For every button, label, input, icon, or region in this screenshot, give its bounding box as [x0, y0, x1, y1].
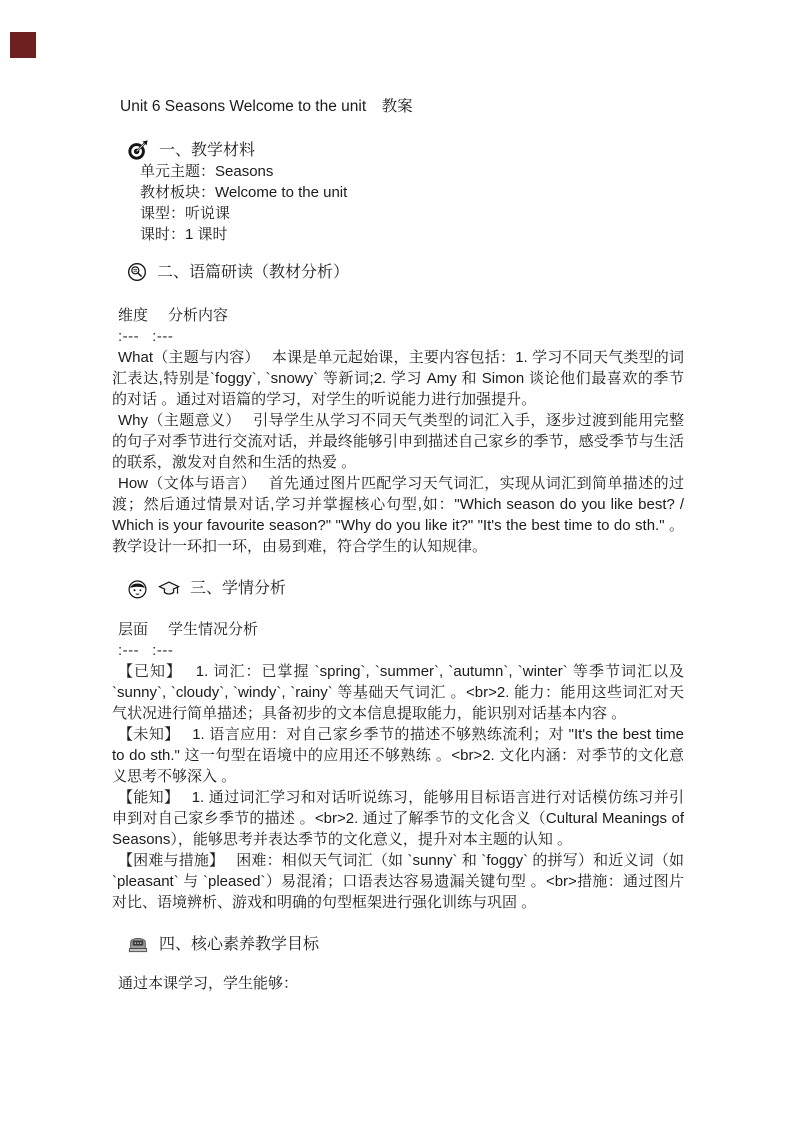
separator-cell: :---	[152, 328, 174, 345]
what-paragraph: What（主题与内容） 本课是单元起始课，主要内容包括：1. 学习不同天气类型的词汇表达,特别是`foggy`, `snowy` 等新词;2. 学习 Amy 和 Simon 谈论他们最喜欢的季节 的对话 。通过对语篇的学习，对学生的听说能力进行加强提升。	[112, 349, 684, 408]
section-heading-label: 一、教学材料	[159, 141, 256, 159]
attainable-paragraph: 【能知】 1. 通过词汇学习和对话听说练习，能够用目标语言进行对话模仿练习并引申到对自己家乡季节的描述 。<br>2. 通过了解季节的文化含义（Cultural Meanings of Seasons），能够思考并表达季节的文化意义，提升对本主题的认知 。	[112, 789, 684, 848]
separator-cell: :---	[118, 328, 140, 345]
why-paragraph: Why（主题意义） 引导学生从学习不同天气类型的词汇入手，逐步过渡到能用完整的句子对季节进行交流对话，并最终能够引申到描述自己家乡的季节，感受季节与生活的联系，激发对自然和生活的热爱 。	[112, 412, 684, 471]
known-paragraph: 【已知】 1. 词汇：已掌握 `spring`, `summer`, `autumn`, `winter` 等季节词汇以及 `sunny`, `cloudy`, `windy`, `rainy` 等基础天气词汇 。<br>2. 能力：能用这些词汇对天气状况进行简单描述；具备初步的文本信息提取能力，能识别对话基本内容 。	[112, 663, 684, 722]
section-heading-learner-analysis	[112, 577, 684, 599]
closing-line: 通过本课学习，学生能够：	[118, 975, 299, 992]
learner-table-header	[112, 619, 684, 640]
section-heading-label: 四、核心素养教学目标	[159, 935, 320, 953]
table-col-level: 层面	[118, 621, 149, 638]
separator-cell: :---	[118, 642, 140, 659]
student-face-icon	[127, 578, 148, 599]
typewriter-keyboard-icon	[127, 934, 149, 954]
table-col-content: 分析内容	[168, 307, 229, 324]
corner-marker	[10, 32, 36, 58]
dartboard-target-icon	[127, 139, 149, 161]
table-col-dimension: 维度	[118, 307, 149, 324]
difficulties-measures-paragraph: 【困难与措施】 困难：相似天气词汇（如 `sunny` 和 `foggy` 的拼写）和近义词（如 `pleasant` 与 `pleased`）易混淆；口语表达容易遗漏关键句型 。<br>措施：通过图片对比、语境辨析、游戏和明确的句型框架进行强化训练与巩固 。	[112, 852, 684, 911]
separator-cell: :---	[152, 642, 174, 659]
magnifier-document-icon	[127, 262, 147, 282]
document-content	[112, 96, 684, 994]
markdown-table-separator	[112, 640, 684, 661]
table-col-situation: 学生情况分析	[168, 621, 259, 638]
section-heading-objectives	[112, 933, 684, 955]
unknown-paragraph: 【未知】 1. 语言应用：对自己家乡季节的描述不够熟练流利；对 "It's the best time to do sth." 这一句型在语境中的应用还不够熟练 。<br>2. 文化内涵：对季节的文化意义思考不够深入 。	[112, 726, 684, 785]
graduation-cap-icon	[158, 577, 180, 599]
materials-list	[112, 161, 684, 245]
analysis-table-header	[112, 305, 684, 326]
unit-topic-line: 单元主题：Seasons	[140, 163, 274, 180]
section-heading-text-analysis	[112, 261, 684, 283]
how-paragraph: How（文体与语言） 首先通过图片匹配学习天气词汇，实现从词汇到简单描述的过渡；然后通过情景对话,学习并掌握核心句型,如："Which season do you like best? / Which is your favourite season?" "Why do you like it?" "It's the best time to do sth." 。教学设计一环扣一环，由易到难，符合学生的认知规律。	[112, 475, 684, 555]
lesson-type-line: 课型：听说课	[140, 205, 231, 222]
section-heading-materials	[112, 139, 684, 161]
section-heading-label: 三、学情分析	[190, 579, 287, 597]
markdown-table-separator	[112, 326, 684, 347]
textbook-section-line: 教材板块：Welcome to the unit	[140, 184, 348, 201]
document-title: Unit 6 Seasons Welcome to the unit 教案	[120, 98, 413, 115]
section-heading-label: 二、语篇研读（教材分析）	[157, 263, 350, 281]
lesson-periods-line: 课时：1 课时	[140, 226, 228, 243]
